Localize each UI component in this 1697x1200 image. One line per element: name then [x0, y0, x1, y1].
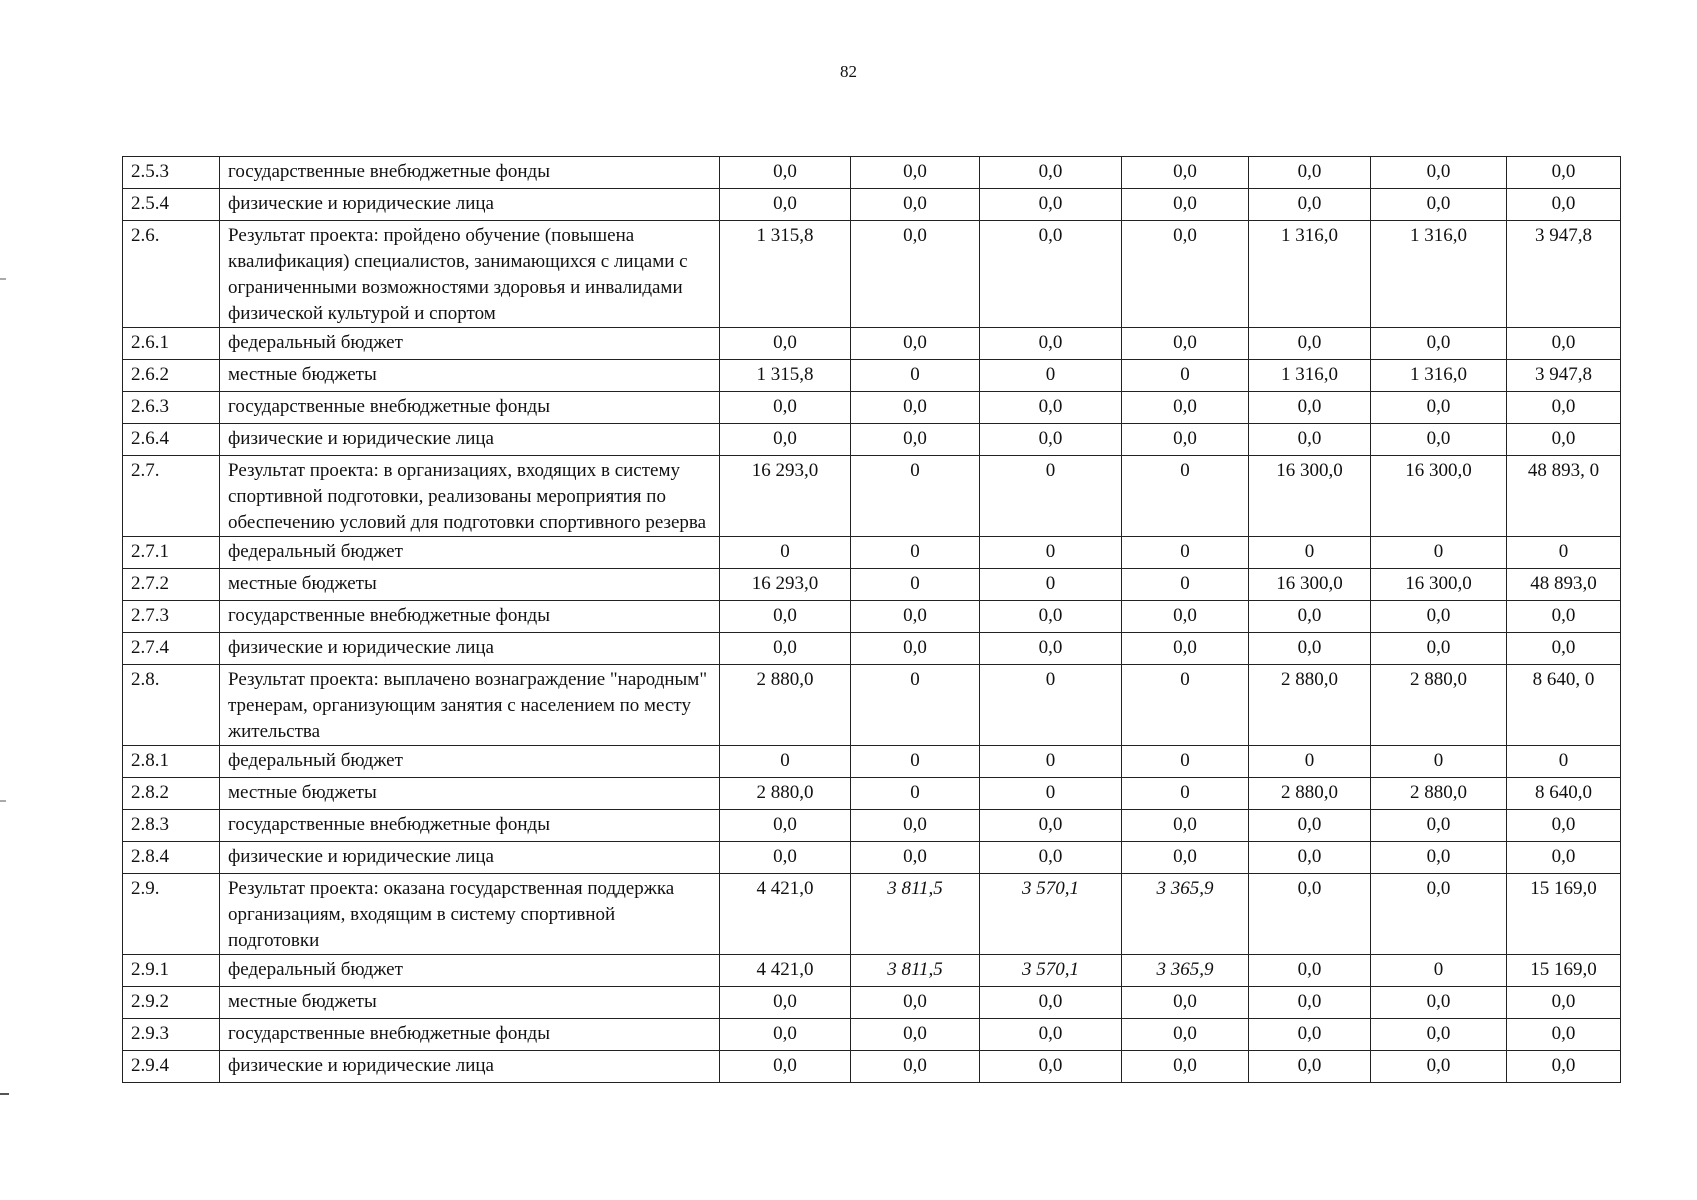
- value-cell: 0: [720, 746, 851, 778]
- value-cell: 1 316,0: [1371, 221, 1507, 328]
- value-cell: 0,0: [851, 633, 980, 665]
- value-cell: 3 947,8: [1507, 360, 1621, 392]
- value-cell: 0: [980, 746, 1122, 778]
- value-cell: 0,0: [1249, 328, 1371, 360]
- value-cell: 0: [851, 360, 980, 392]
- value-cell: 0: [1122, 360, 1249, 392]
- value-cell: 0,0: [1371, 424, 1507, 456]
- value-cell: 3 947,8: [1507, 221, 1621, 328]
- row-description: федеральный бюджет: [220, 537, 720, 569]
- row-number: 2.7.1: [123, 537, 220, 569]
- value-cell: 2 880,0: [720, 778, 851, 810]
- value-cell: 0,0: [1507, 189, 1621, 221]
- value-cell: 0,0: [851, 157, 980, 189]
- row-number: 2.8.3: [123, 810, 220, 842]
- table-row: [123, 874, 1621, 955]
- value-cell: 0: [1122, 569, 1249, 601]
- row-description: физические и юридические лица: [220, 424, 720, 456]
- value-cell: 0,0: [1507, 424, 1621, 456]
- value-cell: 0,0: [720, 1051, 851, 1083]
- value-cell: 16 300,0: [1249, 569, 1371, 601]
- table-row: [123, 456, 1621, 537]
- table-row: [123, 955, 1621, 987]
- value-cell: 0,0: [851, 328, 980, 360]
- row-description: физические и юридические лица: [220, 1051, 720, 1083]
- margin-mark: [0, 278, 6, 280]
- value-cell: 3 365,9: [1122, 955, 1249, 987]
- value-cell: 0: [1249, 537, 1371, 569]
- value-cell: 0,0: [980, 221, 1122, 328]
- value-cell: 16 300,0: [1371, 456, 1507, 537]
- value-cell: 0,0: [1122, 221, 1249, 328]
- value-cell: 0: [1122, 746, 1249, 778]
- table-row: [123, 157, 1621, 189]
- value-cell: 0,0: [1249, 810, 1371, 842]
- value-cell: 4 421,0: [720, 874, 851, 955]
- value-cell: 3 811,5: [851, 955, 980, 987]
- value-cell: 0,0: [1122, 392, 1249, 424]
- value-cell: 4 421,0: [720, 955, 851, 987]
- value-cell: 0,0: [1507, 157, 1621, 189]
- value-cell: 0,0: [1249, 601, 1371, 633]
- value-cell: 0,0: [980, 987, 1122, 1019]
- value-cell: 0,0: [720, 633, 851, 665]
- value-cell: 16 293,0: [720, 569, 851, 601]
- row-number: 2.6.: [123, 221, 220, 328]
- value-cell: 1 315,8: [720, 360, 851, 392]
- value-cell: 0,0: [1122, 424, 1249, 456]
- value-cell: 0,0: [980, 424, 1122, 456]
- row-description: Результат проекта: выплачено вознаграждение "народным" тренерам, организующим занятия с населением по месту жительства: [220, 665, 720, 746]
- value-cell: 0: [720, 537, 851, 569]
- value-cell: 0,0: [1507, 1051, 1621, 1083]
- value-cell: 0,0: [851, 392, 980, 424]
- row-description: федеральный бюджет: [220, 328, 720, 360]
- row-description: физические и юридические лица: [220, 189, 720, 221]
- value-cell: 0: [851, 537, 980, 569]
- value-cell: 1 316,0: [1371, 360, 1507, 392]
- value-cell: 0,0: [980, 157, 1122, 189]
- table-row: [123, 746, 1621, 778]
- value-cell: 0: [851, 569, 980, 601]
- value-cell: 0,0: [720, 189, 851, 221]
- value-cell: 2 880,0: [720, 665, 851, 746]
- value-cell: 0,0: [980, 328, 1122, 360]
- value-cell: 0,0: [1507, 842, 1621, 874]
- value-cell: 0,0: [980, 1019, 1122, 1051]
- value-cell: 0,0: [720, 987, 851, 1019]
- value-cell: 0,0: [1371, 157, 1507, 189]
- value-cell: 0,0: [1122, 157, 1249, 189]
- value-cell: 0,0: [980, 633, 1122, 665]
- value-cell: 0,0: [1371, 1051, 1507, 1083]
- value-cell: 0,0: [1122, 189, 1249, 221]
- value-cell: 0,0: [1249, 874, 1371, 955]
- value-cell: 0,0: [1371, 1019, 1507, 1051]
- row-number: 2.7.: [123, 456, 220, 537]
- value-cell: 0,0: [1249, 189, 1371, 221]
- value-cell: 0,0: [1122, 842, 1249, 874]
- row-number: 2.9.4: [123, 1051, 220, 1083]
- value-cell: 0,0: [1371, 601, 1507, 633]
- table-row: [123, 221, 1621, 328]
- value-cell: 48 893,0: [1507, 569, 1621, 601]
- value-cell: 0,0: [720, 1019, 851, 1051]
- value-cell: 0: [1249, 746, 1371, 778]
- table-row: [123, 328, 1621, 360]
- row-description: физические и юридические лица: [220, 842, 720, 874]
- value-cell: 0,0: [1371, 874, 1507, 955]
- value-cell: 48 893, 0: [1507, 456, 1621, 537]
- value-cell: 0,0: [851, 221, 980, 328]
- value-cell: 0,0: [980, 1051, 1122, 1083]
- value-cell: 3 365,9: [1122, 874, 1249, 955]
- value-cell: 0,0: [1249, 633, 1371, 665]
- row-description: государственные внебюджетные фонды: [220, 157, 720, 189]
- table-row: [123, 1019, 1621, 1051]
- page-number: 82: [840, 62, 857, 81]
- value-cell: 2 880,0: [1371, 665, 1507, 746]
- budget-table: [122, 156, 1621, 1083]
- row-description: местные бюджеты: [220, 987, 720, 1019]
- row-number: 2.9.3: [123, 1019, 220, 1051]
- value-cell: 0,0: [980, 189, 1122, 221]
- value-cell: 0,0: [1249, 1051, 1371, 1083]
- value-cell: 0: [980, 360, 1122, 392]
- value-cell: 0,0: [720, 810, 851, 842]
- value-cell: 0: [1371, 746, 1507, 778]
- value-cell: 3 570,1: [980, 874, 1122, 955]
- row-number: 2.8.4: [123, 842, 220, 874]
- value-cell: 0,0: [1371, 392, 1507, 424]
- value-cell: 0,0: [720, 842, 851, 874]
- value-cell: 0: [1371, 955, 1507, 987]
- value-cell: 0: [980, 456, 1122, 537]
- row-description: Результат проекта: пройдено обучение (повышена квалификация) специалистов, занимающихся с лицами с ограниченными возможностями здоровья и инвалидами физической культурой и спортом: [220, 221, 720, 328]
- value-cell: 0,0: [1371, 633, 1507, 665]
- row-number: 2.9.: [123, 874, 220, 955]
- value-cell: 0: [1371, 537, 1507, 569]
- value-cell: 0: [851, 456, 980, 537]
- value-cell: 0: [851, 778, 980, 810]
- margin-mark: [0, 800, 6, 802]
- value-cell: 0,0: [720, 601, 851, 633]
- row-description: местные бюджеты: [220, 778, 720, 810]
- table-row: [123, 392, 1621, 424]
- value-cell: 1 315,8: [720, 221, 851, 328]
- value-cell: 0,0: [1122, 328, 1249, 360]
- value-cell: 0,0: [1122, 1051, 1249, 1083]
- value-cell: 0,0: [1122, 633, 1249, 665]
- value-cell: 0: [1507, 537, 1621, 569]
- value-cell: 0,0: [1249, 842, 1371, 874]
- table-row: [123, 778, 1621, 810]
- row-number: 2.8.: [123, 665, 220, 746]
- value-cell: 0,0: [1371, 842, 1507, 874]
- row-number: 2.8.1: [123, 746, 220, 778]
- row-number: 2.9.1: [123, 955, 220, 987]
- value-cell: 2 880,0: [1249, 778, 1371, 810]
- row-description: физические и юридические лица: [220, 633, 720, 665]
- value-cell: 0,0: [851, 987, 980, 1019]
- value-cell: 0,0: [1371, 328, 1507, 360]
- row-description: местные бюджеты: [220, 569, 720, 601]
- value-cell: 0: [980, 665, 1122, 746]
- table-row: [123, 842, 1621, 874]
- value-cell: 0,0: [720, 157, 851, 189]
- value-cell: 3 811,5: [851, 874, 980, 955]
- row-description: государственные внебюджетные фонды: [220, 1019, 720, 1051]
- row-number: 2.5.3: [123, 157, 220, 189]
- row-number: 2.8.2: [123, 778, 220, 810]
- value-cell: 0,0: [851, 842, 980, 874]
- row-number: 2.6.1: [123, 328, 220, 360]
- table-row: [123, 189, 1621, 221]
- value-cell: 0,0: [1249, 955, 1371, 987]
- value-cell: 0,0: [1249, 424, 1371, 456]
- value-cell: 0,0: [1371, 810, 1507, 842]
- value-cell: 0,0: [851, 1019, 980, 1051]
- row-description: государственные внебюджетные фонды: [220, 392, 720, 424]
- table-row: [123, 1051, 1621, 1083]
- row-description: государственные внебюджетные фонды: [220, 601, 720, 633]
- value-cell: 0: [980, 778, 1122, 810]
- value-cell: 0,0: [1249, 157, 1371, 189]
- value-cell: 0,0: [1249, 987, 1371, 1019]
- table-row: [123, 569, 1621, 601]
- table-row: [123, 601, 1621, 633]
- value-cell: 0,0: [1507, 601, 1621, 633]
- value-cell: 0,0: [851, 424, 980, 456]
- value-cell: 0,0: [1122, 1019, 1249, 1051]
- row-number: 2.7.2: [123, 569, 220, 601]
- value-cell: 0: [980, 537, 1122, 569]
- value-cell: 0,0: [1249, 392, 1371, 424]
- value-cell: 0,0: [1122, 987, 1249, 1019]
- table-row: [123, 360, 1621, 392]
- value-cell: 0,0: [720, 392, 851, 424]
- value-cell: 1 316,0: [1249, 221, 1371, 328]
- row-number: 2.6.2: [123, 360, 220, 392]
- value-cell: 0,0: [980, 810, 1122, 842]
- row-description: государственные внебюджетные фонды: [220, 810, 720, 842]
- value-cell: 0,0: [1371, 987, 1507, 1019]
- row-description: федеральный бюджет: [220, 955, 720, 987]
- value-cell: 0,0: [980, 842, 1122, 874]
- value-cell: 0,0: [720, 328, 851, 360]
- value-cell: 0,0: [1507, 1019, 1621, 1051]
- value-cell: 0,0: [980, 392, 1122, 424]
- row-description: местные бюджеты: [220, 360, 720, 392]
- value-cell: 0,0: [1249, 1019, 1371, 1051]
- value-cell: 0,0: [851, 601, 980, 633]
- row-number: 2.9.2: [123, 987, 220, 1019]
- value-cell: 0: [1122, 456, 1249, 537]
- row-description: федеральный бюджет: [220, 746, 720, 778]
- value-cell: 0,0: [1507, 392, 1621, 424]
- value-cell: 3 570,1: [980, 955, 1122, 987]
- value-cell: 0,0: [1507, 633, 1621, 665]
- value-cell: 0: [1507, 746, 1621, 778]
- table-row: [123, 810, 1621, 842]
- value-cell: 0,0: [1371, 189, 1507, 221]
- value-cell: 0,0: [1507, 328, 1621, 360]
- value-cell: 16 293,0: [720, 456, 851, 537]
- table-row: [123, 633, 1621, 665]
- value-cell: 0: [1122, 778, 1249, 810]
- value-cell: 0,0: [1507, 810, 1621, 842]
- value-cell: 15 169,0: [1507, 874, 1621, 955]
- row-number: 2.6.4: [123, 424, 220, 456]
- value-cell: 2 880,0: [1371, 778, 1507, 810]
- value-cell: 8 640,0: [1507, 778, 1621, 810]
- value-cell: 0,0: [851, 1051, 980, 1083]
- value-cell: 0: [1122, 537, 1249, 569]
- value-cell: 1 316,0: [1249, 360, 1371, 392]
- row-description: Результат проекта: оказана государственная поддержка организациям, входящим в систему спортивной подготовки: [220, 874, 720, 955]
- value-cell: 0: [1122, 665, 1249, 746]
- value-cell: 0,0: [851, 189, 980, 221]
- table-row: [123, 665, 1621, 746]
- value-cell: 15 169,0: [1507, 955, 1621, 987]
- row-number: 2.7.3: [123, 601, 220, 633]
- row-number: 2.6.3: [123, 392, 220, 424]
- value-cell: 0: [980, 569, 1122, 601]
- margin-mark: [0, 1093, 9, 1095]
- value-cell: 0,0: [851, 810, 980, 842]
- value-cell: 0,0: [1122, 601, 1249, 633]
- row-description: Результат проекта: в организациях, входящих в систему спортивной подготовки, реализованы мероприятия по обеспечению условий для подготовки спортивного резерва: [220, 456, 720, 537]
- row-number: 2.7.4: [123, 633, 220, 665]
- value-cell: 0,0: [980, 601, 1122, 633]
- value-cell: 0: [851, 746, 980, 778]
- table-row: [123, 537, 1621, 569]
- row-number: 2.5.4: [123, 189, 220, 221]
- value-cell: 0: [851, 665, 980, 746]
- value-cell: 8 640, 0: [1507, 665, 1621, 746]
- table-row: [123, 424, 1621, 456]
- table-row: [123, 987, 1621, 1019]
- value-cell: 16 300,0: [1249, 456, 1371, 537]
- value-cell: 0,0: [1122, 810, 1249, 842]
- value-cell: 0,0: [1507, 987, 1621, 1019]
- value-cell: 0,0: [720, 424, 851, 456]
- value-cell: 16 300,0: [1371, 569, 1507, 601]
- value-cell: 2 880,0: [1249, 665, 1371, 746]
